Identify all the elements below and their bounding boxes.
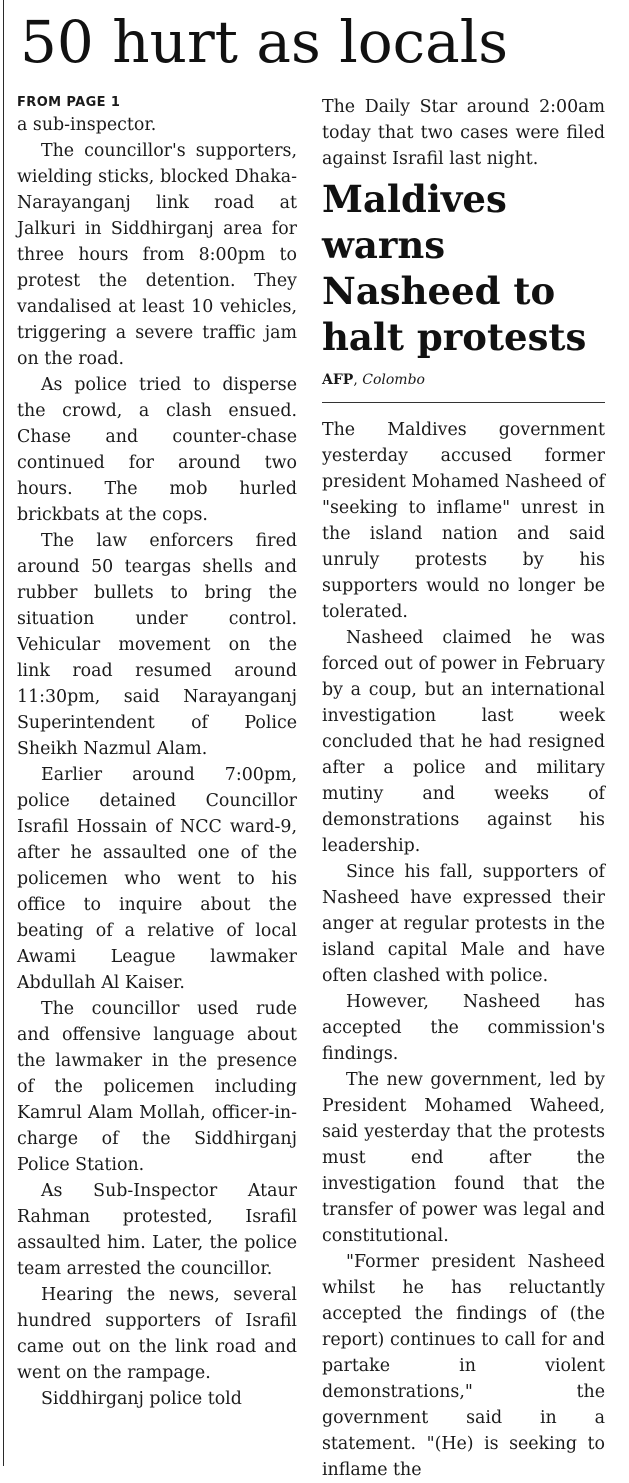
left-paragraph: Hearing the news, several hundred supporters of Israfil came out on the link road and went on the rampage. (17, 1285, 297, 1383)
right-column (322, 94, 605, 1483)
left-paragraph: As Sub-Inspector Ataur Rahman protested, Israfil assaulted him. Later, the police team arrested the councillor. (17, 1181, 297, 1279)
byline: AFP, Colombo (322, 372, 425, 388)
jump-label: FROM PAGE 1 (17, 95, 121, 110)
left-paragraph: As police tried to disperse the crowd, a clash ensued. Chase and counter-chase continued for around two hours. The mob hurled brickbats at the cops. (17, 375, 297, 525)
right-paragraph: The new government, led by President Mohamed Waheed, said yesterday that the protests must end after the investigation found that the transfer of power was legal and constitutional. (322, 1070, 605, 1246)
right-paragraph: The Maldives government yesterday accused former president Mohamed Nasheed of "seeking to inflame" unrest in the island nation and said unruly protests by his supporters would no longer be tolerated. (322, 420, 605, 622)
column-rule (3, 0, 4, 1466)
left-paragraph: a sub-inspector. (17, 115, 157, 135)
left-paragraph: The law enforcers fired around 50 teargas shells and rubber bullets to bring the situation under control. Vehicular movement on the link road resumed around 11:30pm, said Narayanganj Superintendent of Police Sheikh Nazmul Alam. (17, 531, 297, 759)
left-paragraph: The councillor used rude and offensive language about the lawmaker in the presence of the policemen including Kamrul Alam Mollah, officer-in-charge of the Siddhirganj Police Station. (17, 999, 297, 1175)
left-paragraph: The councillor's supporters, wielding sticks, blocked Dhaka-Narayanganj link road at Jalkuri in Siddhirganj area for three hours from 8:00pm to protest the detention. They vandalised at least 10 vehicles, triggering a severe traffic jam on the road. (17, 141, 297, 369)
byline-place: Colombo (362, 372, 425, 388)
left-paragraph: Siddhirganj police told (41, 1389, 242, 1409)
page-headline: 50 hurt as locals (20, 8, 509, 76)
byline-divider (322, 402, 605, 403)
left-paragraph: Earlier around 7:00pm, police detained Councillor Israfil Hossain of NCC ward-9, after he assaulted one of the policemen who went to his office to inquire about the beating of a relative of local Awami League lawmaker Abdullah Al Kaiser. (17, 765, 297, 993)
right-paragraph: "Former president Nasheed whilst he has reluctantly accepted the findings of (the report) continues to call for and partake in violent demonstrations," the government said in a statement. "(He) is seeking to inflame the (322, 1252, 605, 1480)
article-headline: Maldives warns Nasheed to halt protests (322, 177, 587, 359)
byline-agency: AFP (322, 372, 354, 388)
right-paragraph: Nasheed claimed he was forced out of power in February by a coup, but an international investigation last week concluded that he had resigned after a police and military mutiny and weeks of demonstrations against his leadership. (322, 628, 605, 856)
right-paragraph: Since his fall, supporters of Nasheed have expressed their anger at regular protests in the island capital Male and have often clashed with police. (322, 862, 605, 986)
right-paragraph: However, Nasheed has accepted the commission's findings. (322, 992, 605, 1064)
left-column (17, 94, 297, 1412)
continuation-paragraph: The Daily Star around 2:00am today that two cases were filed against Israfil last night. (322, 97, 605, 169)
